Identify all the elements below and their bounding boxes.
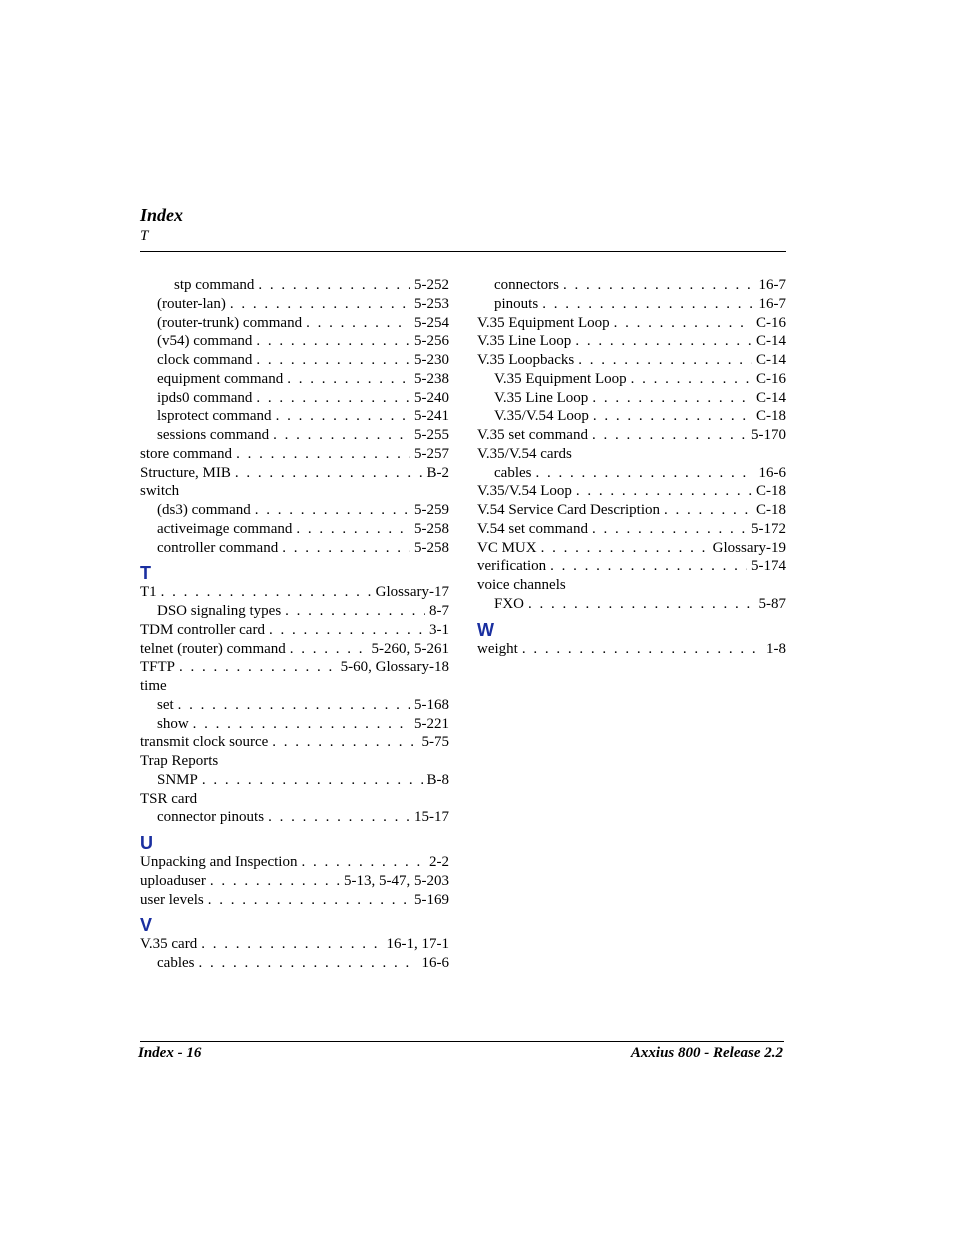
index-entry xyxy=(140,658,449,677)
dot-leader xyxy=(542,295,754,314)
dot-leader xyxy=(208,891,410,910)
index-entry-term: connectors xyxy=(494,277,559,293)
index-entry xyxy=(477,464,786,483)
index-entry xyxy=(140,640,449,659)
index-entry-term: V.35 card xyxy=(140,936,198,953)
index-entry-page-ref: 5-87 xyxy=(758,595,786,612)
index-entry xyxy=(140,853,449,872)
index-entry-page-ref: 5-259 xyxy=(414,502,449,518)
dot-leader xyxy=(273,426,410,445)
index-entry xyxy=(140,790,449,809)
index-entry-page-ref: C-14 xyxy=(756,352,786,368)
index-entry-term: controller command xyxy=(157,539,279,556)
index-entry xyxy=(140,276,449,295)
index-entry xyxy=(140,696,449,715)
index-entry-term: V.35/V.54 cards xyxy=(477,445,572,462)
dot-leader xyxy=(550,557,747,576)
index-entry xyxy=(477,640,786,659)
index-entry-term: connector pinouts xyxy=(157,809,265,826)
dot-leader xyxy=(282,539,410,558)
index-entry-term: V.35 Line Loop xyxy=(477,333,572,350)
index-entry xyxy=(140,482,449,501)
dot-leader xyxy=(258,276,410,295)
dot-leader xyxy=(592,389,752,408)
index-entry-page-ref: 5-221 xyxy=(414,715,449,732)
dot-leader xyxy=(268,808,410,827)
index-entry-page-ref: 5-240 xyxy=(414,389,449,406)
index-entry xyxy=(140,872,449,891)
index-entry xyxy=(140,295,449,314)
index-entry xyxy=(140,621,449,640)
index-entry-term: show xyxy=(157,715,189,732)
footer-rule xyxy=(140,1041,784,1042)
index-entry-term: Structure, MIB xyxy=(140,464,231,481)
index-entry-term: weight xyxy=(477,640,518,657)
index-entry-term: Trap Reports xyxy=(140,753,219,769)
index-entry-page-ref: 5-252 xyxy=(414,277,449,293)
index-entry-page-ref: C-18 xyxy=(756,502,786,518)
index-entry-page-ref: 16-7 xyxy=(758,277,786,293)
index-entry-term: TFTP xyxy=(140,659,176,676)
index-entry-page-ref: 5-230 xyxy=(414,352,449,368)
index-entry-page-ref: 16-7 xyxy=(758,295,786,312)
index-entry xyxy=(140,583,449,602)
index-entry-term: pinouts xyxy=(494,295,539,312)
index-entry-page-ref: 15-17 xyxy=(414,809,449,826)
index-entry xyxy=(477,295,786,314)
index-entry xyxy=(477,276,786,295)
index-entry xyxy=(477,520,786,539)
index-column-left xyxy=(140,276,449,973)
index-entry xyxy=(477,501,786,520)
index-entry xyxy=(140,332,449,351)
index-entry-page-ref: 5-238 xyxy=(414,370,449,387)
dot-leader xyxy=(276,407,410,426)
index-entry-term: voice channels xyxy=(477,577,566,593)
index-entry xyxy=(477,576,786,595)
index-entry-term: time xyxy=(140,678,167,694)
dot-leader xyxy=(522,640,762,659)
dot-leader xyxy=(301,853,425,872)
index-entry-page-ref: 5-60, Glossary-18 xyxy=(340,659,449,676)
index-entry xyxy=(477,407,786,426)
index-entry xyxy=(140,602,449,621)
index-entry-term: equipment command xyxy=(157,370,284,387)
dot-leader xyxy=(256,351,410,370)
index-entry-page-ref: 3-1 xyxy=(429,621,449,638)
index-entry xyxy=(140,935,449,954)
dot-leader xyxy=(578,351,752,370)
dot-leader xyxy=(236,445,410,464)
index-entry-page-ref: 16-6 xyxy=(421,955,449,971)
index-entry-term: (router-lan) xyxy=(157,295,226,312)
index-section-letter: W xyxy=(477,619,494,640)
dot-leader xyxy=(256,389,410,408)
dot-leader xyxy=(210,872,340,891)
dot-leader xyxy=(664,501,752,520)
index-entry-page-ref: 5-253 xyxy=(414,295,449,312)
header-rule xyxy=(140,251,786,252)
index-entry-page-ref: 5-172 xyxy=(751,520,786,537)
dot-leader xyxy=(535,464,754,483)
index-entry-term: telnet (router) command xyxy=(140,640,286,657)
index-entry-page-ref: 16-6 xyxy=(758,464,786,481)
index-entry-term: V.35/V.54 Loop xyxy=(494,408,589,425)
index-entry-term: V.54 set command xyxy=(477,520,588,537)
index-entry-term: V.35 Loopbacks xyxy=(477,352,575,368)
index-entry-term: FXO xyxy=(494,595,525,612)
index-entry xyxy=(140,426,449,445)
index-entry-page-ref: 5-168 xyxy=(414,696,449,713)
dot-leader xyxy=(269,621,425,640)
index-entry xyxy=(140,733,449,752)
index-section-letter: V xyxy=(140,915,153,936)
index-entry-page-ref: 5-258 xyxy=(414,539,449,556)
index-entry-term: V.35 Equipment Loop xyxy=(477,314,610,331)
index-entry-term: sessions command xyxy=(157,427,270,443)
index-entry xyxy=(477,370,786,389)
dot-leader xyxy=(161,583,372,602)
index-entry-page-ref: 1-8 xyxy=(766,640,786,657)
index-entry-page-ref: C-18 xyxy=(756,483,786,500)
index-entry xyxy=(140,407,449,426)
index-entry-term: (ds3) command xyxy=(157,502,251,518)
index-entry xyxy=(477,426,786,445)
index-entry-page-ref: 5-257 xyxy=(414,445,449,462)
index-entry-term: cables xyxy=(157,955,195,971)
index-entry xyxy=(140,752,449,771)
index-entry-term: activeimage command xyxy=(157,520,293,537)
dot-leader xyxy=(285,602,425,621)
index-entry-term: SNMP xyxy=(157,771,198,788)
index-entry xyxy=(477,445,786,464)
dot-leader xyxy=(235,464,423,483)
dot-leader xyxy=(255,501,410,520)
index-entry-page-ref: Glossary-19 xyxy=(712,539,786,556)
index-entry xyxy=(140,954,449,973)
dot-leader xyxy=(592,520,747,539)
dot-leader xyxy=(614,314,752,333)
index-entry-term: VC MUX xyxy=(477,539,537,556)
dot-leader xyxy=(287,370,410,389)
index-entry xyxy=(140,389,449,408)
footer-product-release: Axxius 800 - Release 2.2 xyxy=(630,1045,783,1061)
index-entry-page-ref: 8-7 xyxy=(429,603,449,619)
index-entry xyxy=(477,314,786,333)
index-entry xyxy=(140,891,449,910)
index-entry-page-ref: 2-2 xyxy=(429,854,449,870)
dot-leader xyxy=(178,696,410,715)
page-header-title: Index xyxy=(140,205,184,225)
dot-leader xyxy=(256,332,410,351)
index-entry xyxy=(140,520,449,539)
index-entry-page-ref: 5-174 xyxy=(751,558,786,575)
index-entry xyxy=(477,539,786,558)
dot-leader xyxy=(563,276,755,295)
index-entry xyxy=(477,351,786,370)
index-entry xyxy=(140,501,449,520)
index-entry-page-ref: C-14 xyxy=(756,333,786,350)
index-entry-term: V.35 Equipment Loop xyxy=(494,370,627,387)
index-entry-page-ref: C-16 xyxy=(756,314,786,331)
dot-leader xyxy=(202,771,423,790)
index-entry xyxy=(477,595,786,614)
index-entry-term: set xyxy=(157,696,174,713)
index-entry-page-ref: 5-255 xyxy=(414,427,449,443)
index-entry-term: Unpacking and Inspection xyxy=(140,854,298,870)
index-entry-term: store command xyxy=(140,445,233,462)
index-entry-page-ref: C-18 xyxy=(756,408,786,425)
index-entry-term: switch xyxy=(140,483,180,500)
index-entry-term: verification xyxy=(477,558,547,575)
index-entry-page-ref: 5-75 xyxy=(421,734,449,751)
dot-leader xyxy=(198,954,417,973)
index-entry-term: V.35/V.54 Loop xyxy=(477,483,572,500)
index-entry-page-ref: 5-258 xyxy=(414,520,449,537)
dot-leader xyxy=(179,658,337,677)
index-column-right xyxy=(477,276,786,658)
index-entry-page-ref: 5-169 xyxy=(414,891,449,908)
index-entry xyxy=(140,370,449,389)
index-entry xyxy=(140,715,449,734)
index-entry-term: V.35 Line Loop xyxy=(494,389,589,406)
index-entry xyxy=(477,482,786,501)
index-entry xyxy=(140,464,449,483)
index-entry-term: cables xyxy=(494,464,532,481)
index-entry-term: lsprotect command xyxy=(157,408,272,425)
index-entry-page-ref: C-14 xyxy=(756,389,786,406)
page-header-section-letter: T xyxy=(140,228,149,244)
dot-leader xyxy=(592,426,747,445)
index-entry-page-ref: 5-254 xyxy=(414,314,449,331)
index-entry xyxy=(140,771,449,790)
index-entry xyxy=(477,557,786,576)
dot-leader xyxy=(201,935,382,954)
dot-leader xyxy=(576,482,752,501)
footer-page-number: Index - 16 xyxy=(138,1045,202,1061)
index-entry-page-ref: C-16 xyxy=(756,370,786,387)
index-entry-term: (v54) command xyxy=(157,333,253,350)
index-entry xyxy=(140,539,449,558)
index-entry-term: V.35 set command xyxy=(477,427,588,443)
dot-leader xyxy=(306,314,410,333)
index-entry xyxy=(140,314,449,333)
index-entry-term: transmit clock source xyxy=(140,734,269,751)
index-section-letter: U xyxy=(140,833,153,853)
dot-leader xyxy=(272,733,417,752)
dot-leader xyxy=(575,332,752,351)
index-entry xyxy=(140,351,449,370)
index-entry-term: DSO signaling types xyxy=(157,603,282,619)
index-entry-page-ref: Glossary-17 xyxy=(375,584,449,601)
index-entry-term: TDM controller card xyxy=(140,621,265,638)
index-entry xyxy=(477,389,786,408)
dot-leader xyxy=(296,520,410,539)
index-entry-term: TSR card xyxy=(140,790,198,807)
dot-leader xyxy=(290,640,368,659)
index-entry-term: clock command xyxy=(157,352,253,368)
index-entry xyxy=(140,677,449,696)
index-entry-term: V.54 Service Card Description xyxy=(477,502,661,518)
index-entry-page-ref: B-2 xyxy=(426,464,449,481)
index-entry-term: ipds0 command xyxy=(157,389,253,406)
index-entry xyxy=(140,445,449,464)
dot-leader xyxy=(193,715,410,734)
index-entry-term: stp command xyxy=(174,277,255,293)
dot-leader xyxy=(230,295,410,314)
dot-leader xyxy=(593,407,752,426)
index-entry-page-ref: 5-170 xyxy=(751,427,786,443)
index-entry-page-ref: B-8 xyxy=(426,771,449,788)
index-entry-page-ref: 5-13, 5-47, 5-203 xyxy=(344,872,449,889)
dot-leader xyxy=(631,370,752,389)
index-entry xyxy=(477,332,786,351)
index-entry-page-ref: 5-241 xyxy=(414,408,449,425)
index-entry-page-ref: 5-260, 5-261 xyxy=(371,640,449,657)
index-entry-term: T1 xyxy=(140,584,157,601)
index-entry-term: uploaduser xyxy=(140,872,206,889)
dot-leader xyxy=(528,595,754,614)
index-entry-page-ref: 16-1, 17-1 xyxy=(386,936,449,953)
index-entry-term: (router-trunk) command xyxy=(157,314,303,331)
index-entry-term: user levels xyxy=(140,891,204,908)
dot-leader xyxy=(541,539,709,558)
index-section-letter: T xyxy=(140,563,151,584)
index-entry xyxy=(140,808,449,827)
index-entry-page-ref: 5-256 xyxy=(414,333,449,350)
